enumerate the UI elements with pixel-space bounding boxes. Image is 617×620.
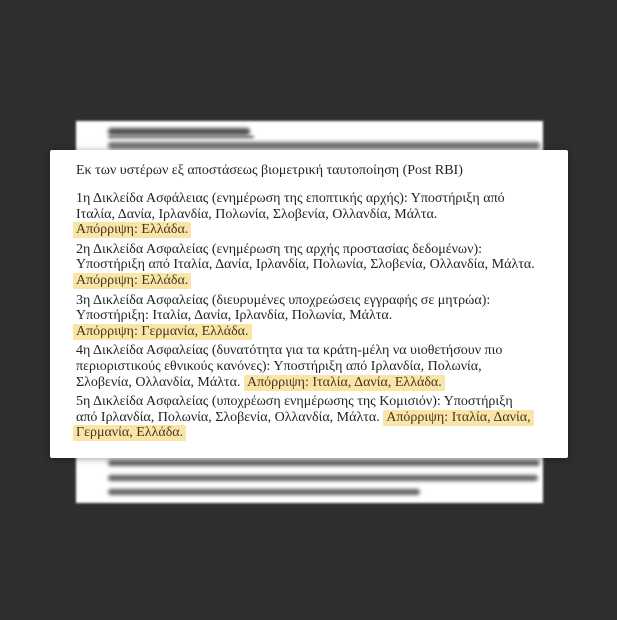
text-segment: Υποστήριξη από Ιταλία, Δανία, Ιρλανδία, Πολωνία, Σλοβενία, Ολλανδία, Μάλτα. — [76, 257, 535, 273]
highlighted-text-segment: Απόρριψη: Ιταλία, Δανία, — [383, 410, 533, 426]
text-overlay-panel — [50, 150, 568, 458]
text-segment: 3η Δικλείδα Ασφαλείας (διευρυμένες υποχρεώσεις εγγραφής σε μητρώα): — [76, 292, 491, 308]
highlighted-text-segment: Απόρριψη: Ιταλία, Δανία, Ελλάδα. — [244, 375, 445, 391]
text-line — [76, 257, 550, 273]
text-line — [76, 324, 550, 340]
text-segment: 2η Δικλείδα Ασφαλείας (ενημέρωση της αρχής προστασίας δεδομένων): — [76, 241, 483, 257]
blurred-text-line — [108, 142, 540, 149]
text-line — [76, 410, 550, 426]
text-segment: 5η Δικλείδα Ασφαλείας (υποχρέωση ενημέρωσης της Κομισιόν): Υποστήριξη — [76, 394, 513, 410]
text-segment: Υποστήριξη: Ιταλία, Δανία, Ιρλανδία, Πολωνία, Μάλτα. — [76, 308, 393, 324]
blurred-text-line — [108, 460, 540, 466]
paragraph — [76, 191, 550, 238]
highlighted-text-segment: Απόρριψη: Γερμανία, Ελλάδα. — [73, 324, 252, 340]
blurred-heading-line — [108, 128, 250, 135]
text-line — [76, 343, 550, 359]
highlighted-text-segment: Απόρριψη: Ελλάδα. — [73, 222, 191, 238]
text-segment: περιοριστικούς εθνικούς κανόνες): Υποστήριξη από Ιρλανδία, Πολωνία, — [76, 358, 482, 374]
paragraph — [76, 394, 550, 441]
blurred-heading-underline — [108, 136, 254, 138]
paragraph — [76, 293, 550, 340]
text-line — [76, 273, 550, 289]
text-segment: από Ιρλανδία, Πολωνία, Σλοβενία, Ολλανδία, Μάλτα. — [76, 409, 384, 425]
paragraph — [76, 242, 550, 289]
text-line — [76, 394, 550, 410]
highlighted-text-segment: Απόρριψη: Ελλάδα. — [73, 273, 191, 289]
blurred-text-line — [108, 489, 420, 495]
text-line — [76, 207, 550, 223]
overlay-title: Εκ των υστέρων εξ αποστάσεως βιομετρική ταυτοποίηση (Post RBI) — [76, 163, 463, 178]
text-segment: Σλοβενία, Ολλανδία, Μάλτα. — [76, 374, 244, 390]
overlay-paragraphs — [76, 191, 550, 441]
text-line — [76, 359, 550, 375]
highlighted-text-segment: Γερμανία, Ελλάδα. — [73, 425, 186, 441]
text-line — [76, 222, 550, 238]
text-line — [76, 308, 550, 324]
blurred-text-line — [108, 475, 538, 481]
text-line — [76, 191, 550, 207]
paragraph — [76, 343, 550, 390]
text-line — [76, 242, 550, 258]
text-line — [76, 293, 550, 309]
text-segment: 1η Δικλείδα Ασφάλειας (ενημέρωση της εποπτικής αρχής): Υποστήριξη από — [76, 191, 505, 206]
text-line — [76, 375, 550, 391]
text-segment: 4η Δικλείδα Ασφαλείας (δυνατότητα για τα κράτη-μέλη να υιοθετήσουν πιο — [76, 343, 503, 359]
text-line — [76, 425, 550, 441]
text-segment: Ιταλία, Δανία, Ιρλανδία, Πολωνία, Σλοβενία, Ολλανδία, Μάλτα. — [76, 206, 438, 222]
